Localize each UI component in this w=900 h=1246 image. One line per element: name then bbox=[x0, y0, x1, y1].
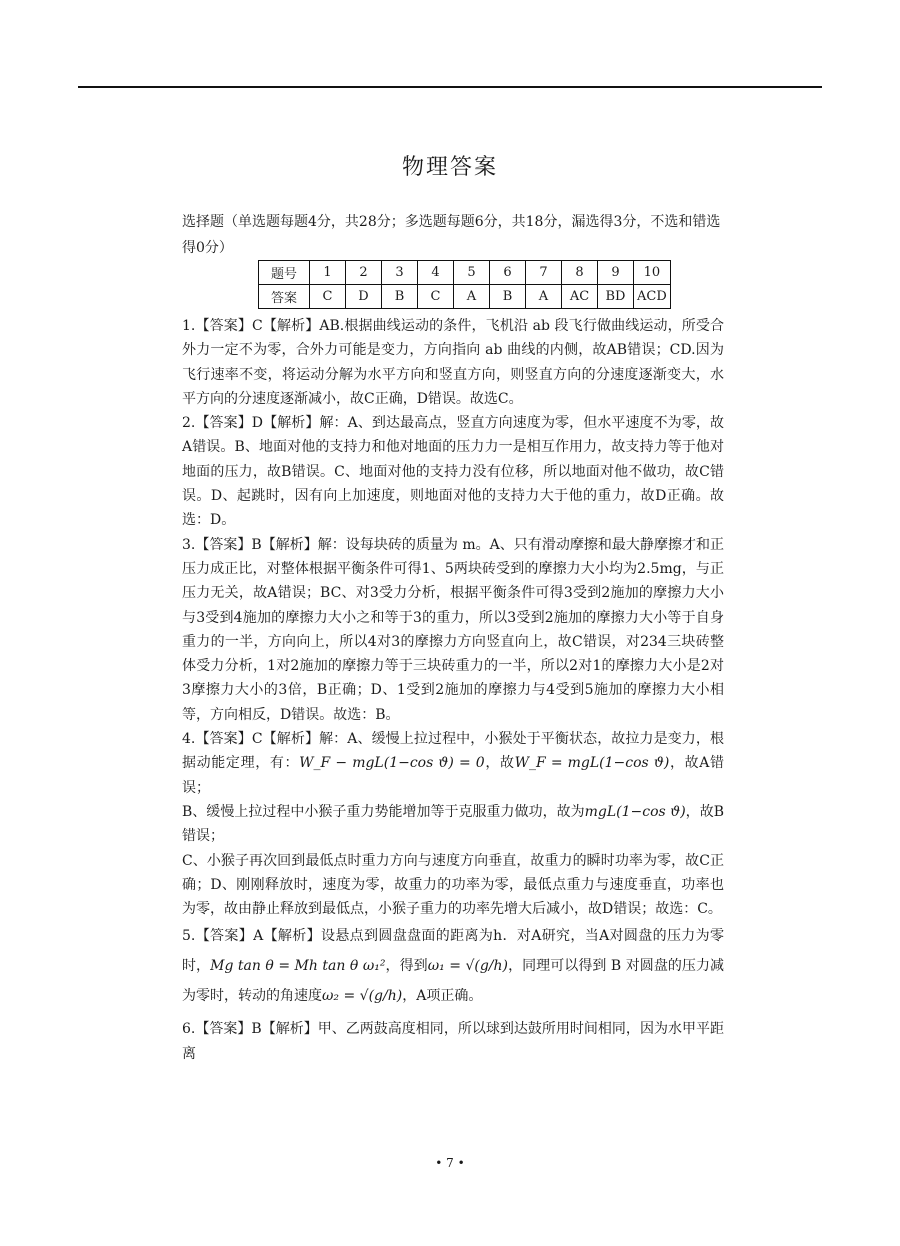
header-rule bbox=[78, 86, 822, 88]
equation: ω₂ = √(g/h) bbox=[322, 988, 403, 1005]
equation: Mg tan θ = Mh tan θ ω₁² bbox=[210, 958, 386, 975]
table-header-cell: 题号 bbox=[259, 261, 310, 285]
table-cell: B bbox=[382, 285, 418, 309]
equation: mgL(1−cos ϑ) bbox=[584, 803, 686, 820]
answer-4-text: ，故B错误； bbox=[182, 803, 724, 845]
table-cell: 5 bbox=[454, 261, 490, 285]
table-cell: 9 bbox=[598, 261, 634, 285]
table-cell: C bbox=[418, 285, 454, 309]
table-cell: AC bbox=[562, 285, 598, 309]
answer-4-part-a bbox=[182, 727, 724, 800]
answer-1: 1.【答案】C【解析】AB.根据曲线运动的条件，飞机沿 ab 段飞行做曲线运动，所受合外力一定不为零，合外力可能是变力，方向指向 ab 曲线的内侧，故AB错误；CD.因为飞行速率不变，将运动分解为水平方向和竖直方向，则竖直方向的分速度逐渐变大，水平方向的分速度逐渐减小，故C正确，D错误。故选C。 bbox=[182, 318, 724, 407]
page-title: 物理答案 bbox=[401, 155, 498, 180]
table-cell: ACD bbox=[634, 285, 671, 309]
answer-3: 3.【答案】B【解析】解：设每块砖的质量为 m。A、只有滑动摩擦和最大静摩擦才和正压力成正比，对整体根据平衡条件可得1、5两块砖受到的摩擦力大小均为2.5mg，与正压力无关，故A错误；BC、对3受力分析，根据平衡条件可得3受到2施加的摩擦力大小与3受到4施加的摩擦力大小之和等于3的重力，所以3受到2施加的摩擦力大小等于自身重力的一半，方向向上，所以4对3的摩擦力方向竖直向上，故C错误，对234三块砖整体受力分析，1对2施加的摩擦力等于三块砖重力的一半，所以2对1的摩擦力大小是2对3摩擦力大小的3倍，B正确；D、1受到2施加的摩擦力与4受到5施加的摩擦力大小相等，方向相反，D错误。故选：B。 bbox=[182, 536, 724, 723]
table-cell: D bbox=[346, 285, 382, 309]
table-cell: A bbox=[454, 285, 490, 309]
table-cell: 3 bbox=[382, 261, 418, 285]
table-cell: C bbox=[310, 285, 346, 309]
equation: ω₁ = √(g/h) bbox=[427, 958, 509, 975]
answer-4-text: ，故A错误； bbox=[182, 755, 725, 796]
table-cell: 8 bbox=[562, 261, 598, 285]
answer-5-text: ，A项正确。 bbox=[402, 988, 483, 1005]
equation: W_F − mgL(1−cos ϑ) = 0 bbox=[299, 755, 485, 772]
table-cell: A bbox=[526, 285, 562, 309]
section-intro: 选择题（单选题每题4分，共28分；多选题每题6分，共18分，漏选得3分，不选和错选得0分） bbox=[182, 214, 721, 256]
page-number: • 7 • bbox=[435, 1156, 465, 1170]
answer-4-text: ，故 bbox=[484, 755, 515, 772]
table-cell: 4 bbox=[418, 261, 454, 285]
table-header-cell: 答案 bbox=[259, 285, 310, 309]
answer-2: 2.【答案】D【解析】解：A、到达最高点，竖直方向速度为零，但水平速度不为零，故A错误。B、地面对他的支持力和他对地面的压力力一是相互作用力，故支持力等于他对地面的压力，故B错误。C、地面对他的支持力没有位移，所以地面对他不做功，故C错误。D、起跳时，因有向上加速度，则地面对他的支持力大于他的重力，故D正确。故选：D。 bbox=[182, 415, 724, 529]
answer-5-text: ，同理可以得到 B 对圆盘的压力减为零时，转动的角速度 bbox=[182, 958, 725, 1005]
table-row-answers bbox=[259, 285, 671, 309]
answer-4-part-cd: C、小猴子再次回到最低点时重力方向与速度方向垂直，故重力的瞬时功率为零，故C正确；D、刚刚释放时，速度为零，故重力的功率为零，最低点重力与速度垂直，功率也为零，故由静止释放到最低点，小猴子重力的功率先增大后减小，故D错误；故选：C。 bbox=[182, 852, 724, 918]
table-cell: 2 bbox=[346, 261, 382, 285]
answer-6: 6.【答案】B【解析】甲、乙两鼓高度相同，所以球到达鼓所用时间相同，因为水甲平距离 bbox=[182, 1021, 724, 1062]
answer-5 bbox=[182, 921, 724, 1011]
answer-key-table bbox=[258, 260, 671, 309]
table-cell: BD bbox=[598, 285, 634, 309]
answer-explanations bbox=[182, 314, 724, 1066]
table-cell: 7 bbox=[526, 261, 562, 285]
answer-5-text: 5.【答案】A【解析】设悬点到圆盘盘面的距离为h．对A研究，当A对圆盘的压力为零时， bbox=[182, 928, 724, 975]
equation: W_F = mgL(1−cos ϑ) bbox=[514, 755, 670, 772]
table-cell: 6 bbox=[490, 261, 526, 285]
table-row-numbers bbox=[259, 261, 671, 285]
answer-4-text: B、缓慢上拉过程中小猴子重力势能增加等于克服重力做功，故为 bbox=[182, 803, 585, 820]
answer-4-text: 4.【答案】C【解析】解：A、缓慢上拉过程中，小猴处于平衡状态，故拉力是变力，根据动能定理，有： bbox=[182, 731, 724, 772]
answer-5-text: ，得到 bbox=[385, 958, 428, 975]
table-cell: B bbox=[490, 285, 526, 309]
table-cell: 1 bbox=[310, 261, 346, 285]
table-cell: 10 bbox=[634, 261, 671, 285]
answer-4-part-b bbox=[182, 800, 724, 849]
